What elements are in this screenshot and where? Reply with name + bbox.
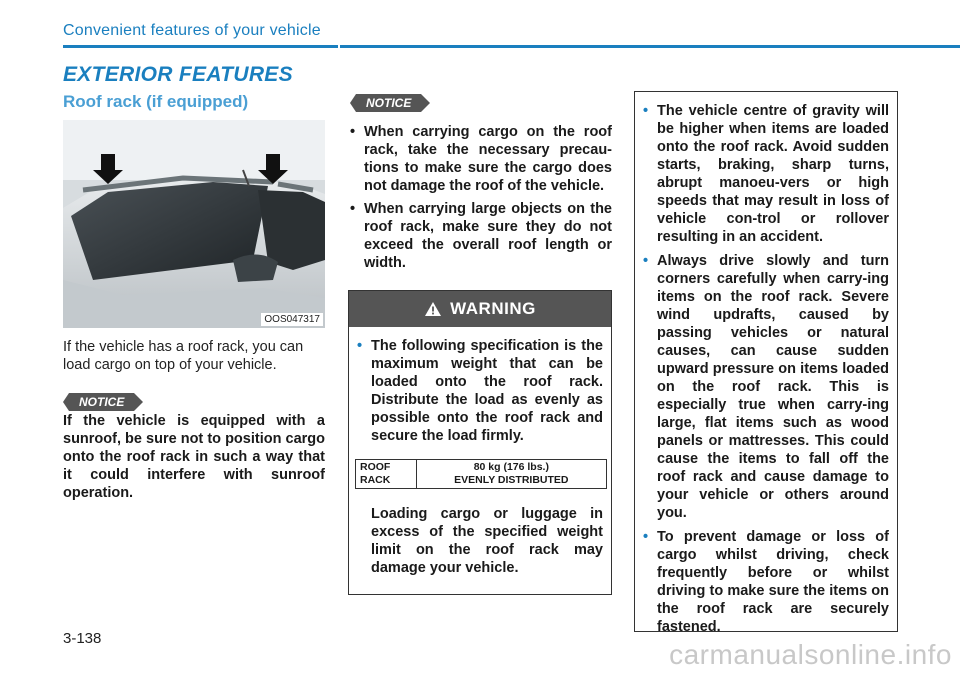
car-roof-illustration — [63, 120, 325, 328]
header-title: Convenient features of your vehicle — [63, 22, 321, 39]
notice-list — [350, 123, 612, 277]
notice-badge: NOTICE — [69, 393, 134, 411]
section-subtitle: Roof rack (if equipped) — [63, 92, 249, 111]
notice-text: If the vehicle is equipped with a sunroof, be sure not to position cargo onto the roof rack in such a way that it could interfere with sunroof operation. — [63, 413, 325, 501]
spec-label-cell: ROOF RACK — [356, 460, 417, 489]
warning-item: • To prevent damage or loss of cargo whilst driving, check frequently before or whilst driving to make sure the items on the roof rack are securely fastened. — [643, 528, 889, 636]
watermark: carmanualsonline.info — [669, 639, 952, 670]
warning-label: WARNING — [450, 299, 536, 318]
header-rule-left — [63, 45, 338, 48]
warning-item: • The following specification is the maximum weight that can be loaded onto the roof rack. Distribute the load as evenly as possible onto the roof rack and secure the load firmly. — [357, 337, 603, 445]
warning-header — [349, 291, 611, 327]
header-rule — [340, 45, 960, 48]
roof-rack-photo — [63, 120, 325, 328]
warning-tail-text: Loading cargo or luggage in excess of the specified weight limit on the roof rack may damage your vehicle. — [371, 506, 603, 576]
warning-box — [348, 290, 612, 595]
notice-list-item: • When carrying cargo on the roof rack, take the necessary precau-tions to make sure the cargo does not damage the roof of the vehicle. — [350, 123, 612, 195]
warning-item: • The vehicle centre of gravity will be higher when items are loaded onto the roof rack. Avoid sudden starts, braking, sharp turns, abrupt manoeu-vers or high speeds that may result in loss of vehicle con-trol or rollover resulting in an accident. — [643, 102, 889, 246]
notice-badge: NOTICE — [356, 94, 421, 112]
intro-text: If the vehicle has a roof rack, you can load cargo on top of your vehicle. — [63, 339, 304, 373]
warning-triangle-icon — [424, 301, 442, 317]
photo-caption: OOS047317 — [261, 313, 323, 326]
page-number: 3-138 — [63, 630, 102, 647]
spec-value-cell: 80 kg (176 lbs.) EVENLY DISTRIBUTED — [416, 460, 606, 489]
warning-item: • Always drive slowly and turn corners carefully when carry-ing items on the roof rack. Severe wind updrafts, caused by passing vehicles or natural causes, can cause sudden upward pressure on items loaded on the roof rack. This is especially true when carry-ing large, flat items such as wood panels or mattresses. This could cause the items to fall off the roof rack and cause damage to your vehicle or others around you. — [643, 252, 889, 522]
notice-list-item: • When carrying large objects on the roof rack, make sure they do not exceed the overall roof length or width. — [350, 200, 612, 272]
roof-rack-spec-table — [355, 459, 607, 489]
warning-continued-box — [634, 91, 898, 635]
warning-body — [349, 327, 611, 577]
section-title: EXTERIOR FEATURES — [63, 63, 293, 86]
